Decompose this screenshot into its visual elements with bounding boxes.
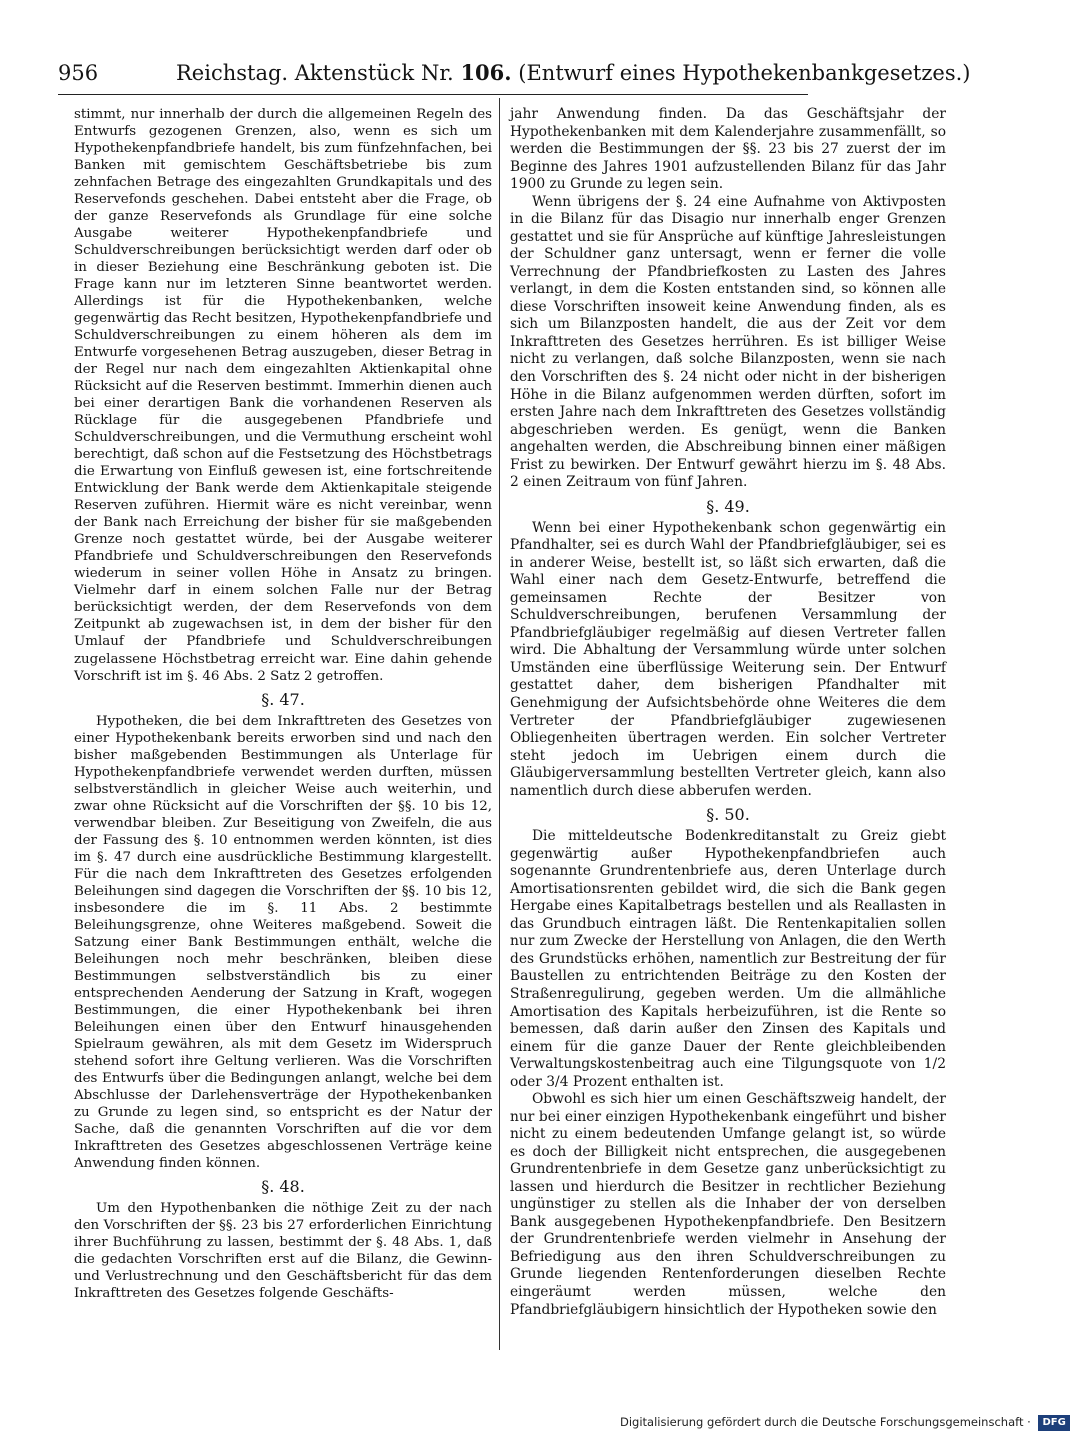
- paragraph: Wenn übrigens der §. 24 eine Aufnahme von Aktivposten in die Bilanz für das Disagio nur innerhalb enger Grenzen gestattet und sie für Ansprüche auf künftige Jahresleistungen der Schuldner ganz untersagt, wenn er ferner die volle Verrechnung der Pfandbriefkosten zu Lasten des Jahres verlangt, in dem die Kosten entstanden sind, so können alle diese Vorschriften insoweit keine Anwendung finden, als es sich um Bilanzposten handelt, die aus der Zeit vor dem Inkrafttreten des Gesetzes herrühren. Es ist billiger Weise nicht zu verlangen, daß solche Bilanzposten, wenn sie nach den Vorschriften des §. 24 nicht oder nicht in der bisherigen Höhe in die Bilanz aufgenommen werden dürften, sofort im ersten Jahre nach dem Inkrafttreten des Gesetzes vollständig abgeschrieben werden. Es genügt, wenn die Banken angehalten werden, die Abschreibung binnen einer mäßigen Frist zu bewirken. Der Entwurf gewährt hierzu im §. 48 Abs. 2 einen Zeitraum von fünf Jahren.: [510, 193, 946, 491]
- section-heading-50: §. 50.: [706, 805, 750, 825]
- dfg-logo: DFG: [1038, 1415, 1069, 1431]
- paragraph: Um den Hypothenbanken die nöthige Zeit zu der nach den Vorschriften der §§. 23 bis 27 erforderlichen Einrichtung ihrer Buchführung zu lassen, bestimmt der §. 48 Abs. 1, daß die gedachten Vorschriften erst auf die Bilanz, die Gewinn- und Verlustrechnung und den Geschäftsbericht für das dem Inkrafttreten des Gesetzes folgende Geschäfts-: [74, 1200, 492, 1302]
- column-divider: [499, 98, 500, 1350]
- title-suffix: (Entwurf eines Hypothekenbankgesetzes.): [518, 61, 971, 85]
- paragraph: Obwohl es sich hier um einen Geschäftszweig handelt, der nur bei einer einzigen Hypothekenbank eingeführt und bisher nicht zu einem bedeutenden Umfange gelangt ist, so würde es doch der Billigkeit nicht entsprechen, die ausgegebenen Grundrentenbriefe in dem Gesetze ganz unberücksichtigt zu lassen und hierdurch die Besitzer in rechtlicher Beziehung ungünstiger zu stellen als die Inhaber der von derselben Bank ausgegebenen Hypothekenpfandbriefe. Den Besitzern der Grundrentenbriefe werden vielmehr in Ansehung der Befriedigung aus den ihren Schuldverschreibungen zu Grunde liegenden Rentenforderungen dieselben Rechte eingeräumt werden müssen, welche den Pfandbriefgläubigern hinsichtlich der Hypotheken sowie den: [510, 1091, 946, 1318]
- left-column: [74, 106, 492, 1302]
- digitization-credit: [620, 1412, 1066, 1432]
- section-heading-48: §. 48.: [261, 1176, 305, 1196]
- header-rule: [58, 94, 808, 95]
- paragraph: Wenn bei einer Hypothekenbank schon gegenwärtig ein Pfandhalter, sei es durch Wahl der Pfandbriefgläubiger, sei es in anderer Weise, bestellt ist, so läßt sich erwarten, daß die Wahl einer nach dem Gesetz-Entwurfe, betreffend die gemeinsamen Rechte der Besitzer von Schuldverschreibungen, berufenen Versammlung der Pfandbriefgläubiger regelmäßig auf diesen Vertreter fallen wird. Die Abhaltung der Versammlung würde unter solchen Umständen eine überflüssige Weiterung sein. Der Entwurf gestattet daher, dem bisherigen Pfandhalter mit Genehmigung der Aufsichtsbehörde ohne Weiteres die dem Vertreter der Pfandbriefgläubiger zugewiesenen Obliegenheiten übertragen werden. Ein solcher Vertreter steht jedoch im Uebrigen einem durch die Gläubigerversammlung bestellten Vertreter gleich, kann also namentlich durch diese abberufen werden.: [510, 519, 946, 799]
- paragraph: stimmt, nur innerhalb der durch die allgemeinen Regeln des Entwurfs gezogenen Grenzen, also, wenn es sich um Hypothekenpfandbriefe handelt, bis zum fünfzehnfachen, bei Banken mit gemischtem Geschäftsbetriebe bis zum zehnfachen Betrage des eingezahlten Grundkapitals und des Reservefonds geschehen. Dabei entsteht aber die Frage, ob der ganze Reservefonds als Grundlage für eine solche Ausgabe weiterer Hypothekenpfandbriefe und Schuldverschreibungen berücksichtigt werden darf oder ob in dieser Beziehung eine Beschränkung geboten ist. Die Frage kann nur im letzteren Sinne beantwortet werden. Allerdings ist für die Hypothekenbanken, welche gegenwärtig das Recht besitzen, Hypothekenpfandbriefe und Schuldverschreibungen zu einem höheren als dem im Entwurfe vorgesehenen Betrag auszugeben, dieser Betrag in der Regel nur nach dem eingezahlten Aktienkapital ohne Rücksicht auf die Reserven bestimmt. Immerhin dienen auch bei einer derartigen Bank die vorhandenen Reserven als Rücklage für die ausgegebenen Pfandbriefe und Schuldverschreibungen, und die Vermuthung erscheint wohl berechtigt, daß schon auf die Festsetzung des Höchstbetrags die Erwartung von Einfluß gewesen ist, eine fortschreitende Entwicklung der Bank werde dem Aktienkapitale steigende Reserven zuführen. Hiermit wäre es nicht vereinbar, wenn der Bank nach Erreichung der bisher für sie maßgebenden Grenze noch gestattet würde, bei der Ausgabe weiterer Pfandbriefe und Schuldverschreibungen den Reservefonds wiederum in seiner vollen Höhe in Ansatz zu bringen. Vielmehr darf in einem solchen Falle nur der Betrag berücksichtigt werden, der dem Reservefonds von dem Zeitpunkt ab zugewachsen ist, in dem der bisher für den Umlauf der Pfandbriefe und Schuldverschreibungen zugelassene Höchstbetrag erreicht war. Eine dahin gehende Vorschrift ist im §. 46 Abs. 2 Satz 2 getroffen.: [74, 107, 492, 684]
- page-header: [58, 56, 971, 90]
- page-number: 956: [58, 61, 99, 85]
- document-number: 106.: [460, 60, 512, 85]
- paragraph: Die mitteldeutsche Bodenkreditanstalt zu Greiz giebt gegenwärtig außer Hypothekenpfandbriefen auch sogenannte Grundrentenbriefe aus, deren Unterlage durch Amortisationsrenten gebildet wird, die sich die Bank gegen Hergabe eines Kapitalbetrags bestellen und als Reallasten in das Grundbuch eintragen läßt. Die Rentenkapitalien sollen nur zum Zwecke der Herstellung von Anlagen, die den Werth des Grundstücks erhöhen, namentlich zur Bestreitung der für Baustellen zu entrichtenden Beiträge zu den Kosten der Straßenregulirung, gegeben werden. Um die allmähliche Amortisation des Kapitals herbeizuführen, ist die Rente so bemessen, daß darin außer den Zinsen des Kapitals und einem für die ganze Dauer der Rente gleichbleibenden Verwaltungskostenbeitrag auch eine Tilgungsquote von 1/2 oder 3/4 Prozent enthalten ist.: [510, 828, 946, 1090]
- right-column: [510, 106, 946, 1319]
- running-title: [176, 56, 971, 90]
- credit-text: Digitalisierung gefördert durch die Deutsche Forschungsgemeinschaft ·: [620, 1415, 1031, 1429]
- title-prefix: Reichstag. Aktenstück Nr.: [176, 61, 454, 85]
- section-heading-49: §. 49.: [706, 496, 750, 516]
- paragraph: Hypotheken, die bei dem Inkrafttreten des Gesetzes von einer Hypothekenbank bereits erworben sind und nach den bisher maßgebenden Bestimmungen als Unterlage für Hypothekenpfandbriefe verwendet werden durften, müssen selbstverständlich in gleicher Weise auch weiterhin, und zwar ohne Rücksicht auf die Vorschriften der §§. 10 bis 12, verwendbar bleiben. Zur Beseitigung von Zweifeln, die aus der Fassung des §. 10 entnommen werden könnten, ist dies im §. 47 durch eine ausdrückliche Bestimmung klargestellt. Für die nach dem Inkrafttreten des Gesetzes erfolgenden Beleihungen sind dagegen die Vorschriften der §§. 10 bis 12, insbesondere die im §. 11 Abs. 2 bestimmte Beleihungsgrenze, ohne Weiteres maßgebend. Soweit die Satzung einer Bank Bestimmungen enthält, welche die Beleihungen noch mehr beschränken, bleiben diese Bestimmungen selbstverständlich bis zu einer entsprechenden Aenderung der Satzung in Kraft, wogegen Bestimmungen, die einer Hypothekenbank bei ihren Beleihungen einen über den Entwurf hinausgehenden Spielraum gewähren, als mit dem Gesetz im Widerspruch stehend sofort ihre Geltung verlieren. Was die Vorschriften des Entwurfs über die Bedingungen anlangt, welche bei dem Abschlusse der Darlehensverträge der Hypothekenbanken zu Grunde zu legen sind, so entspricht es der Natur der Sache, daß die genannten Vorschriften auf die vor dem Inkrafttreten des Gesetzes abgeschlossenen Verträge keine Anwendung finden können.: [74, 713, 492, 1171]
- paragraph: jahr Anwendung finden. Da das Geschäftsjahr der Hypothekenbanken mit dem Kalenderjahre zusammenfällt, so werden die Bestimmungen der §§. 23 bis 27 zuerst der im Beginne des Jahres 1901 aufzustellenden Bilanz für das Jahr 1900 zu Grunde zu legen sein.: [510, 106, 946, 193]
- section-heading-47: §. 47.: [261, 689, 305, 709]
